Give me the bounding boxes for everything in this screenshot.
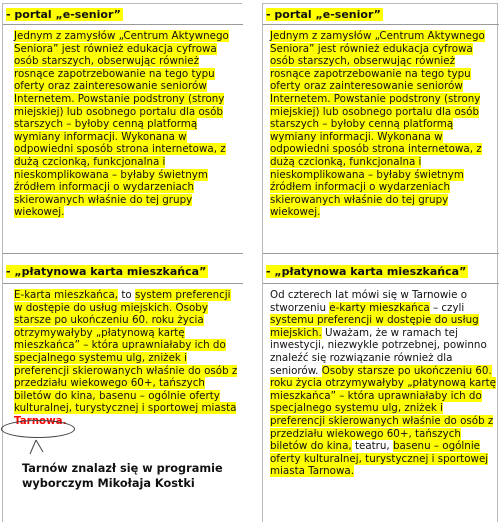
annotation-text: Tarnów znalazł się w programie wyborczym Mikołaja Kostki — [22, 462, 223, 490]
right-column — [262, 3, 498, 522]
right-text-portal: Jednym z zamysłów „Centrum Aktywnego Seniora” jest również edukacja cyfrowa osób starszych, obserwując również rosnące zapotrzebowanie na tego typu oferty oraz zainteresowanie seniorów Internetem. Powstanie podstrony (strony miejskiej) lub osobnego portalu dla osób starszych – byłoby cenną platformą wymiany informacji. Wykonana w odpowiedni sposób strona internetowa, z dużą czcionką, funkcjonalna i nieskomplikowana – byłaby świetnym źródłem informacji o wydarzeniach skierowanych właśnie do tej grupy wiekowej. — [270, 30, 485, 219]
city-name-highlight: Tarnowa. — [14, 414, 67, 427]
right-heading-portal: - portal „e-senior” — [266, 8, 381, 21]
left-heading-portal: - portal „e-senior” — [6, 8, 121, 21]
left-text-portal: Jednym z zamysłów „Centrum Aktywnego Seniora” jest również edukacja cyfrowa osób starszych, obserwując również rosnące zapotrzebowanie na tego typu oferty oraz zainteresowanie seniorów Internetem. Powstanie podstrony (strony miejskiej) lub osobnego portalu dla osób starszych – byłoby cenną platformą wymiany informacji. Wykonana w odpowiedni sposób strona internetowa, z dużą czcionką, funkcjonalna i nieskomplikowana – byłaby świetnym źródłem informacji o wydarzeniach skierowanych właśnie do tej grupy wiekowej. — [14, 30, 229, 219]
right-heading-card: - „płatynowa karta mieszkańca” — [266, 265, 467, 278]
left-heading-card: - „płatynowa karta mieszkańca” — [6, 265, 207, 278]
left-text-card: E-karta mieszkańca, to system preferencji w dostępie do usług miejskich. Osoby starsze po ukończeniu 60. roku życia otrzymywałyby „płatynową kartę mieszkańca” – która uprawniałaby ich do specjalnego systemu ulg, zniżek i preferencji skierowanych właśnie do osób z przedziału wiekowego 60+, tańszych biletów do kina, basenu – ogólnie oferty kulturalnej, turystycznej i sportowej miasta Tarnowa. — [14, 289, 238, 427]
right-divider-3 — [263, 283, 499, 284]
right-divider-1 — [263, 24, 499, 25]
right-divider-2 — [263, 253, 499, 254]
right-text-card: Od czterech lat mówi się w Tarnowie o stworzeniu e-karty mieszkańca – czyli systemu preferencji w dostępie do usług miejskich. Uważam, że w ramach tej inwestycji, niezwykle potrzebnej, powinno znaleźć się rozwiązanie również dla seniorów. Osoby starsze po ukończeniu 60. roku życia otrzymywałyby „płatynową kartę mieszkańca” – która uprawniałaby ich do specjalnego systemu ulg, zniżek i preferencji skierowanych właśnie do osób z przedziału wiekowego 60+, tańszych biletów do kina, teatru, basenu – ogólnie oferty kulturalnej, turystycznej i sportowej miasta Tarnowa. — [270, 289, 496, 478]
